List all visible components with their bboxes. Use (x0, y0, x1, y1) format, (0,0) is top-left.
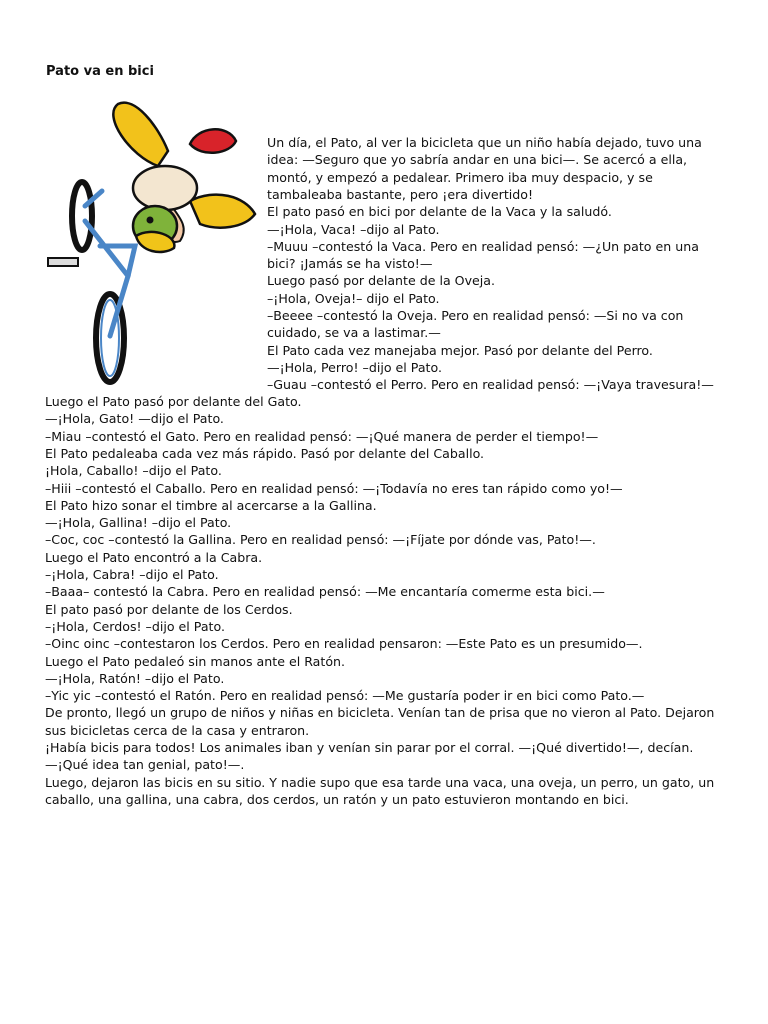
text-line: sus bicicletas cerca de la casa y entraron. (45, 722, 310, 738)
helmet-icon (190, 129, 236, 152)
text-line: –¡Hola, Cerdos! –dijo el Pato. (45, 618, 225, 634)
text-line: Luego el Pato pasó por delante del Gato. (45, 394, 302, 409)
text-line: caballo, una gallina, una cabra, dos cerdos, un ratón y un pato estuvieron montando en bici. (45, 791, 629, 807)
duck-eye (147, 217, 154, 224)
text-line: —¡Hola, Vaca! –dijo al Pato. (267, 221, 440, 237)
text-line: —¡Hola, Perro! –dijo el Pato. (267, 359, 442, 375)
text-line: tambaleaba bastante, pero ¡era divertido! (267, 186, 534, 202)
text-line: Luego el Pato pedaleó sin manos ante el Ratón. (45, 653, 346, 669)
page-title: Pato va en bici (46, 64, 154, 79)
text-line: idea: —Seguro que yo sabría andar en una bici—. Se acercó a ella, (267, 152, 688, 168)
text-line: —¡Hola, Ratón! –dijo el Pato. (45, 670, 225, 686)
text-line: El pato pasó por delante de los Cerdos. (45, 601, 293, 617)
text-line: cuidado, se va a lastimar.— (267, 325, 441, 341)
text-line: ¡Había bicis para todos! Los animales iban y venían sin parar por el corral. —¡Qué divertido!—, decían. (45, 740, 694, 755)
text-line: El Pato pedaleaba cada vez más rápido. Pasó por delante del Caballo. (45, 445, 485, 461)
text-line: –Muuu –contestó la Vaca. Pero en realidad pensó: —¿Un pato en una (267, 238, 699, 254)
text-line: –Guau –contestó el Perro. Pero en realidad pensó: —¡Vaya travesura!— (267, 377, 714, 393)
front-wheel (72, 182, 92, 250)
text-line: El pato pasó en bici por delante de la Vaca y la saludó. (267, 204, 612, 220)
text-line: –¡Hola, Oveja!– dijo el Pato. (267, 290, 440, 306)
text-line: Un día, el Pato, al ver la bicicleta que un niño había dejado, tuvo una (267, 135, 702, 150)
text-line: El Pato cada vez manejaba mejor. Pasó por delante del Perro. (267, 342, 653, 358)
text-line: ¡Hola, Caballo! –dijo el Pato. (45, 463, 222, 479)
text-line: —¡Hola, Gallina! –dijo el Pato. (45, 515, 232, 531)
text-line: Luego pasó por delante de la Oveja. (267, 273, 496, 289)
duck-on-bicycle-illustration (40, 96, 262, 386)
text-line: –Hiii –contestó el Caballo. Pero en realidad pensó: —¡Todavía no eres tan rápido como yo!— (45, 480, 623, 496)
right-wing (190, 195, 255, 228)
text-line: –Oinc oinc –contestaron los Cerdos. Pero en realidad pensaron: —Este Pato es un presumido—. (45, 636, 643, 652)
text-line: De pronto, llegó un grupo de niños y niñas en bicicleta. Venían tan de prisa que no vieron al Pato. Dejaron (45, 705, 715, 721)
text-line: El Pato hizo sonar el timbre al acercarse a la Gallina. (45, 497, 377, 513)
text-line: –Miau –contestó el Gato. Pero en realidad pensó: —¡Qué manera de perder el tiempo!— (45, 428, 599, 444)
text-line: –Baaa– contestó la Cabra. Pero en realidad pensó: —Me encantaría comerme esta bici.— (45, 584, 605, 600)
text-line: –Beeee –contestó la Oveja. Pero en realidad pensó: —Si no va con (267, 308, 684, 323)
text-line: —¡Hola, Gato! —dijo el Pato. (45, 411, 224, 427)
left-wing (113, 103, 168, 166)
text-line: –Yic yic –contestó el Ratón. Pero en realidad pensó: —Me gustaría poder ir en bici como Pato.— (45, 688, 645, 704)
text-line: Luego, dejaron las bicis en su sitio. Y nadie supo que esa tarde una vaca, una oveja, un perro, un gato, un (45, 774, 715, 790)
text-line: Luego el Pato encontró a la Cabra. (45, 549, 263, 565)
text-line: –Coc, coc –contestó la Gallina. Pero en realidad pensó: —¡Fíjate por dónde vas, Pato!—. (45, 532, 596, 548)
duck-body (133, 166, 197, 210)
text-line: —¡Qué idea tan genial, pato!—. (45, 757, 245, 773)
text-line: montó, y empezó a pedalear. Primero iba muy despacio, y se (267, 169, 653, 185)
pedal (48, 258, 78, 266)
text-line: –¡Hola, Cabra! –dijo el Pato. (45, 567, 219, 582)
text-line: bici? ¡Jamás se ha visto!— (267, 256, 433, 272)
